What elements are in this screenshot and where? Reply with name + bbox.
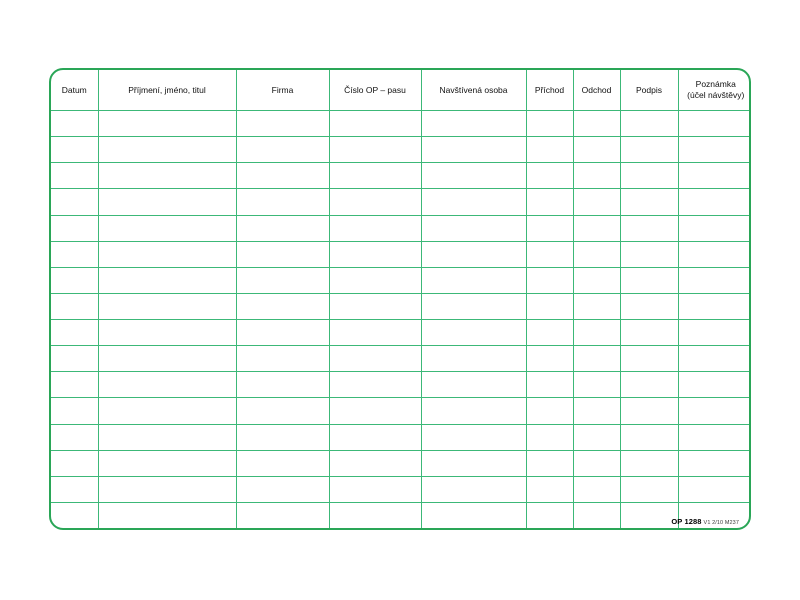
table-cell-podpis[interactable]	[620, 163, 678, 189]
table-cell-cislo_op[interactable]	[329, 424, 421, 450]
table-cell-prijmeni[interactable]	[98, 267, 236, 293]
table-header	[51, 70, 751, 111]
table-cell-datum[interactable]	[51, 241, 98, 267]
table-cell-prijmeni[interactable]	[98, 241, 236, 267]
table-cell-poznamka[interactable]	[678, 293, 751, 319]
table-cell-odchod[interactable]	[573, 450, 620, 476]
table-cell-navstivena_osoba[interactable]	[421, 111, 526, 137]
table-cell-firma[interactable]	[236, 111, 329, 137]
table-cell-cislo_op[interactable]	[329, 372, 421, 398]
table-cell-prichod[interactable]	[526, 476, 573, 502]
table-row	[51, 450, 751, 476]
table-row	[51, 476, 751, 502]
table-cell-podpis[interactable]	[620, 476, 678, 502]
table-cell-cislo_op[interactable]	[329, 346, 421, 372]
table-cell-odchod[interactable]	[573, 163, 620, 189]
table-cell-poznamka[interactable]	[678, 372, 751, 398]
form-code: OP 1288	[671, 517, 702, 526]
table-cell-cislo_op[interactable]	[329, 163, 421, 189]
table-cell-firma[interactable]	[236, 215, 329, 241]
table-cell-prijmeni[interactable]	[98, 111, 236, 137]
table-row	[51, 398, 751, 424]
table-cell-datum[interactable]	[51, 346, 98, 372]
table-cell-prichod[interactable]	[526, 450, 573, 476]
table-cell-firma[interactable]	[236, 189, 329, 215]
table-cell-datum[interactable]	[51, 320, 98, 346]
table-cell-odchod[interactable]	[573, 424, 620, 450]
table-cell-odchod[interactable]	[573, 476, 620, 502]
table-cell-odchod[interactable]	[573, 398, 620, 424]
table-cell-podpis[interactable]	[620, 320, 678, 346]
column-header-prichod: Příchod	[526, 70, 573, 111]
table-cell-navstivena_osoba[interactable]	[421, 502, 526, 528]
visitor-log-sheet	[49, 68, 751, 530]
table-cell-prichod[interactable]	[526, 502, 573, 528]
column-header-podpis: Podpis	[620, 70, 678, 111]
table-row	[51, 241, 751, 267]
table-cell-navstivena_osoba[interactable]	[421, 320, 526, 346]
table-row	[51, 502, 751, 528]
table-cell-navstivena_osoba[interactable]	[421, 163, 526, 189]
table-cell-podpis[interactable]	[620, 293, 678, 319]
table-cell-firma[interactable]	[236, 137, 329, 163]
table-cell-datum[interactable]	[51, 163, 98, 189]
table-cell-cislo_op[interactable]	[329, 320, 421, 346]
table-cell-cislo_op[interactable]	[329, 137, 421, 163]
table-cell-odchod[interactable]	[573, 137, 620, 163]
table-cell-firma[interactable]	[236, 320, 329, 346]
column-header-cislo-op: Číslo OP – pasu	[329, 70, 421, 111]
table-cell-navstivena_osoba[interactable]	[421, 137, 526, 163]
table-row	[51, 111, 751, 137]
table-cell-datum[interactable]	[51, 424, 98, 450]
table-cell-prijmeni[interactable]	[98, 346, 236, 372]
table-cell-prichod[interactable]	[526, 111, 573, 137]
table-cell-cislo_op[interactable]	[329, 241, 421, 267]
table-cell-prichod[interactable]	[526, 241, 573, 267]
table-cell-odchod[interactable]	[573, 372, 620, 398]
table-cell-poznamka[interactable]	[678, 241, 751, 267]
table-cell-prijmeni[interactable]	[98, 293, 236, 319]
table-cell-prichod[interactable]	[526, 215, 573, 241]
table-cell-prijmeni[interactable]	[98, 502, 236, 528]
poznamka-label-line2: (účel návštěvy)	[687, 90, 745, 100]
table-row	[51, 215, 751, 241]
table-cell-odchod[interactable]	[573, 241, 620, 267]
table-cell-prijmeni[interactable]	[98, 372, 236, 398]
table-cell-poznamka[interactable]	[678, 398, 751, 424]
table-cell-firma[interactable]	[236, 267, 329, 293]
column-header-navstivena-osoba: Navštívená osoba	[421, 70, 526, 111]
table-cell-prijmeni[interactable]	[98, 215, 236, 241]
table-cell-podpis[interactable]	[620, 502, 678, 528]
table-cell-odchod[interactable]	[573, 189, 620, 215]
table-cell-prichod[interactable]	[526, 267, 573, 293]
table-row	[51, 267, 751, 293]
table-cell-datum[interactable]	[51, 215, 98, 241]
table-cell-datum[interactable]	[51, 450, 98, 476]
table-row	[51, 137, 751, 163]
table-cell-navstivena_osoba[interactable]	[421, 398, 526, 424]
table-cell-datum[interactable]	[51, 398, 98, 424]
table-cell-firma[interactable]	[236, 502, 329, 528]
table-cell-cislo_op[interactable]	[329, 398, 421, 424]
table-body	[51, 111, 751, 529]
table-cell-prijmeni[interactable]	[98, 163, 236, 189]
table-cell-navstivena_osoba[interactable]	[421, 476, 526, 502]
table-cell-prichod[interactable]	[526, 424, 573, 450]
table-cell-datum[interactable]	[51, 502, 98, 528]
table-cell-prijmeni[interactable]	[98, 424, 236, 450]
table-cell-podpis[interactable]	[620, 398, 678, 424]
table-cell-datum[interactable]	[51, 111, 98, 137]
form-code-detail: V1 2/10 M237	[703, 520, 739, 526]
poznamka-label-line1: Poznámka	[695, 79, 736, 90]
table-row	[51, 320, 751, 346]
table-cell-prichod[interactable]	[526, 320, 573, 346]
form-code-footer	[671, 517, 739, 526]
table-cell-navstivena_osoba[interactable]	[421, 346, 526, 372]
table-cell-navstivena_osoba[interactable]	[421, 450, 526, 476]
table-cell-poznamka[interactable]	[678, 215, 751, 241]
table-cell-prijmeni[interactable]	[98, 476, 236, 502]
table-row	[51, 163, 751, 189]
table-cell-prijmeni[interactable]	[98, 137, 236, 163]
table-cell-datum[interactable]	[51, 137, 98, 163]
table-cell-firma[interactable]	[236, 450, 329, 476]
table-cell-odchod[interactable]	[573, 320, 620, 346]
table-cell-prichod[interactable]	[526, 137, 573, 163]
table-row	[51, 189, 751, 215]
table-row	[51, 424, 751, 450]
table-cell-firma[interactable]	[236, 346, 329, 372]
table-cell-prichod[interactable]	[526, 163, 573, 189]
table-cell-odchod[interactable]	[573, 215, 620, 241]
table-cell-poznamka[interactable]	[678, 476, 751, 502]
table-cell-prichod[interactable]	[526, 372, 573, 398]
table-cell-poznamka[interactable]	[678, 450, 751, 476]
table-cell-podpis[interactable]	[620, 137, 678, 163]
table-cell-podpis[interactable]	[620, 111, 678, 137]
table-cell-odchod[interactable]	[573, 346, 620, 372]
table-cell-poznamka[interactable]	[678, 424, 751, 450]
table-cell-datum[interactable]	[51, 372, 98, 398]
table-cell-poznamka[interactable]	[678, 189, 751, 215]
table-cell-prijmeni[interactable]	[98, 450, 236, 476]
table-row	[51, 372, 751, 398]
table-cell-navstivena_osoba[interactable]	[421, 424, 526, 450]
table-cell-podpis[interactable]	[620, 215, 678, 241]
table-cell-podpis[interactable]	[620, 450, 678, 476]
table-cell-firma[interactable]	[236, 241, 329, 267]
table-cell-navstivena_osoba[interactable]	[421, 372, 526, 398]
table-cell-cislo_op[interactable]	[329, 502, 421, 528]
table-cell-podpis[interactable]	[620, 189, 678, 215]
table-cell-podpis[interactable]	[620, 346, 678, 372]
column-header-firma: Firma	[236, 70, 329, 111]
table-cell-cislo_op[interactable]	[329, 293, 421, 319]
table-cell-firma[interactable]	[236, 424, 329, 450]
table-cell-navstivena_osoba[interactable]	[421, 293, 526, 319]
column-header-prijmeni: Příjmení, jméno, titul	[98, 70, 236, 111]
table-cell-navstivena_osoba[interactable]	[421, 267, 526, 293]
table-cell-firma[interactable]	[236, 398, 329, 424]
column-header-odchod: Odchod	[573, 70, 620, 111]
table-row	[51, 293, 751, 319]
table-cell-poznamka[interactable]	[678, 137, 751, 163]
table-cell-cislo_op[interactable]	[329, 189, 421, 215]
column-header-poznamka	[678, 70, 751, 111]
table-cell-navstivena_osoba[interactable]	[421, 215, 526, 241]
table-cell-poznamka[interactable]	[678, 346, 751, 372]
table-cell-firma[interactable]	[236, 293, 329, 319]
table-cell-datum[interactable]	[51, 189, 98, 215]
table-cell-cislo_op[interactable]	[329, 476, 421, 502]
table-cell-datum[interactable]	[51, 267, 98, 293]
table-cell-navstivena_osoba[interactable]	[421, 189, 526, 215]
table-cell-datum[interactable]	[51, 476, 98, 502]
table-cell-podpis[interactable]	[620, 267, 678, 293]
column-header-datum: Datum	[51, 70, 98, 111]
table-cell-odchod[interactable]	[573, 293, 620, 319]
table-cell-cislo_op[interactable]	[329, 215, 421, 241]
table-cell-prijmeni[interactable]	[98, 320, 236, 346]
table-cell-odchod[interactable]	[573, 502, 620, 528]
table-cell-prijmeni[interactable]	[98, 189, 236, 215]
table-cell-cislo_op[interactable]	[329, 111, 421, 137]
table-cell-podpis[interactable]	[620, 424, 678, 450]
table-cell-prichod[interactable]	[526, 189, 573, 215]
header-row	[51, 70, 751, 111]
table-cell-poznamka[interactable]	[678, 320, 751, 346]
table-cell-podpis[interactable]	[620, 372, 678, 398]
table-cell-cislo_op[interactable]	[329, 267, 421, 293]
table-cell-prijmeni[interactable]	[98, 398, 236, 424]
table-cell-prichod[interactable]	[526, 293, 573, 319]
table-cell-odchod[interactable]	[573, 267, 620, 293]
table-cell-navstivena_osoba[interactable]	[421, 241, 526, 267]
table-cell-poznamka[interactable]	[678, 111, 751, 137]
table-row	[51, 346, 751, 372]
table-cell-podpis[interactable]	[620, 241, 678, 267]
table-cell-firma[interactable]	[236, 372, 329, 398]
visitor-log-table	[51, 70, 751, 528]
table-cell-prichod[interactable]	[526, 398, 573, 424]
table-cell-firma[interactable]	[236, 476, 329, 502]
table-cell-prichod[interactable]	[526, 346, 573, 372]
table-cell-odchod[interactable]	[573, 111, 620, 137]
table-cell-firma[interactable]	[236, 163, 329, 189]
table-cell-poznamka[interactable]	[678, 163, 751, 189]
table-cell-cislo_op[interactable]	[329, 450, 421, 476]
table-cell-poznamka[interactable]	[678, 267, 751, 293]
table-cell-datum[interactable]	[51, 293, 98, 319]
